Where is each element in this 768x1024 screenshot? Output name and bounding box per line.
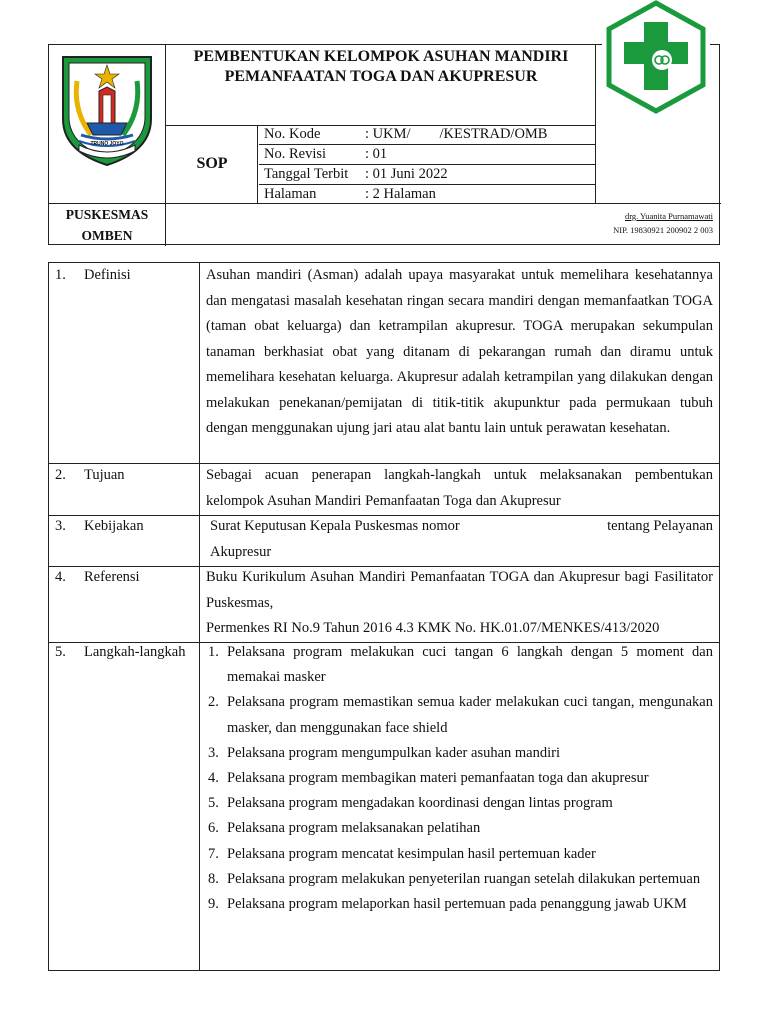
coat-of-arms-icon	[57, 51, 157, 169]
step-text: Pelaksana program mengadakan koordinasi dengan lintas program	[227, 795, 613, 812]
section-label: Definisi	[84, 267, 131, 283]
section-text: Sebagai acuan penerapan langkah-langkah untuk melaksanakan pembentukan kelompok Asuhan Mandiri Pemanfaatan Toga dan Akupresur	[206, 467, 713, 509]
reference-item: Buku Kurikulum Asuhan Mandiri Pemanfaatan TOGA dan Akupresur bagi Fasilitator Puskesmas,	[206, 569, 713, 611]
sop-content-table	[48, 262, 720, 971]
policy-text-end: tentang Pelayanan	[607, 518, 713, 534]
section-number: 4.	[55, 569, 66, 585]
section-definisi	[49, 263, 719, 464]
meta-key: No. Revisi	[264, 146, 327, 162]
org-line: OMBEN	[81, 228, 133, 243]
section-label: Referensi	[84, 569, 140, 585]
step-item	[206, 741, 713, 766]
step-item	[206, 892, 713, 917]
meta-key: Halaman	[264, 186, 317, 202]
step-number: 2.	[208, 694, 219, 711]
policy-text-continuation: Akupresur	[210, 543, 272, 560]
section-label: Langkah-langkah	[84, 644, 186, 660]
sop-label: SOP	[196, 155, 228, 172]
section-label: Tujuan	[84, 467, 125, 483]
step-number: 4.	[208, 770, 219, 787]
step-item	[206, 842, 713, 867]
step-number: 5.	[208, 795, 219, 812]
section-tujuan	[49, 464, 719, 516]
meta-row	[259, 185, 595, 204]
signatory-name: drg. Yuanita Purnamawati	[624, 211, 713, 221]
step-text: Pelaksana program melaksanakan pelatihan	[227, 820, 481, 837]
step-text: Pelaksana program mencatat kesimpulan hasil pertemuan kader	[227, 845, 596, 862]
section-label: Kebijakan	[84, 518, 144, 534]
meta-key: No. Kode	[264, 126, 321, 142]
divider	[257, 125, 258, 203]
section-number: 1.	[55, 267, 66, 283]
step-text: Pelaksana program melakukan cuci tangan 6 langkah dengan 5 moment dan memakai masker	[227, 644, 713, 686]
step-number: 6.	[208, 820, 219, 837]
section-referensi	[49, 567, 719, 643]
section-number: 5.	[55, 644, 66, 660]
step-item	[206, 690, 713, 740]
logo-motto: TRUNO JOYO	[90, 141, 124, 147]
signatory-block	[613, 209, 713, 237]
regency-coat-of-arms-logo	[57, 51, 157, 169]
signatory-nip: NIP. 19830921 200902 2 003	[613, 225, 713, 235]
puskesmas-logo	[602, 0, 710, 114]
step-item	[206, 791, 713, 816]
step-text: Pelaksana program melaporkan hasil pertemuan pada penanggung jawab UKM	[227, 896, 687, 913]
step-item	[206, 816, 713, 841]
organization-name	[49, 203, 165, 245]
step-text: Pelaksana program mengumpulkan kader asuhan mandiri	[227, 744, 560, 761]
section-text	[210, 514, 713, 565]
section-number: 2.	[55, 467, 66, 483]
step-number: 8.	[208, 870, 219, 887]
meta-key: Tanggal Terbit	[264, 166, 349, 182]
meta-value: : 01 Juni 2022	[365, 166, 448, 182]
meta-row	[259, 125, 595, 145]
section-number: 3.	[55, 518, 66, 534]
reference-item: Permenkes RI No.9 Tahun 2016 4.3 KMK No. HK.01.07/MENKES/413/2020	[206, 620, 660, 636]
step-number: 1.	[208, 644, 219, 660]
steps-list	[206, 640, 713, 917]
step-text: Pelaksana program melakukan penyeterilan ruangan setelah dilakukan pertemuan	[227, 870, 701, 887]
step-number: 3.	[208, 744, 219, 761]
meta-value: : UKM/ /KESTRAD/OMB	[365, 126, 548, 142]
document-meta-table	[259, 125, 595, 204]
divider	[595, 45, 596, 203]
step-text: Pelaksana program memastikan semua kader melakukan cuci tangan, mengunakan masker, dan menggunakan face shield	[227, 694, 713, 736]
puskesmas-cross-icon	[602, 0, 710, 114]
meta-value: : 2 Halaman	[365, 186, 436, 202]
meta-row	[259, 145, 595, 165]
policy-text-start: Surat Keputusan Kepala Puskesmas nomor	[210, 518, 460, 534]
section-kebijakan	[49, 516, 719, 567]
section-langkah	[49, 643, 719, 970]
step-text: Pelaksana program membagikan materi pemanfaatan toga dan akupresur	[227, 770, 649, 787]
document-title: PEMBENTUKAN KELOMPOK ASUHAN MANDIRI PEMANFAATAN TOGA DAN AKUPRESUR	[193, 48, 569, 85]
step-item	[206, 867, 713, 892]
step-number: 7.	[208, 845, 219, 862]
org-line: PUSKESMAS	[65, 207, 149, 222]
step-item	[206, 640, 713, 690]
divider	[165, 203, 166, 246]
section-text: Asuhan mandiri (Asman) adalah upaya masyarakat untuk memelihara kesehatannya dan mengatasi masalah kesehatan ringan secara mandiri dengan memanfaatkan TOGA (taman obat keluarga) dan ketrampilan akupresur. TOGA merupakan sekumpulan tanaman berkhasiat obat yang ditanam di pekarangan rumah dan diramu untuk memelihara kesehatan keluarga. Akupresur adalah ketrampilan yang dilakukan dengan melakukan penekanan/pemijatan di titik-titik akupunktur pada permukaan tubuh dengan menggunakan ujung jari atau alat bantu lain untuk perawatan kesehatan.	[206, 267, 713, 436]
step-item	[206, 766, 713, 791]
step-number: 9.	[208, 896, 219, 913]
section-text	[206, 565, 713, 642]
meta-row	[259, 165, 595, 185]
meta-value: : 01	[365, 146, 388, 162]
